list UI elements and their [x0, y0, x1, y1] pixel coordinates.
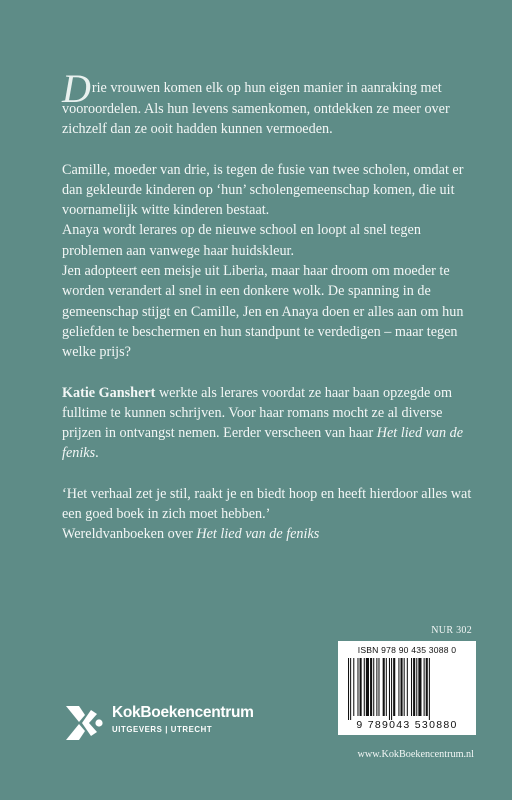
barcode-bar — [418, 658, 421, 716]
back-cover-text — [62, 66, 480, 545]
publisher-logo — [62, 700, 302, 746]
barcode-bar — [376, 658, 377, 716]
barcode-bar — [389, 658, 390, 720]
author-bio: Katie Ganshert werkte als lerares voordat ze haar baan opzegde om fulltime te kunnen schrijven. Voor haar romans mocht ze al diverse prijzen in ontvangst nemen. Eerder verscheen van haar Het lied van de feniks. — [62, 384, 464, 462]
author-name: Katie Ganshert — [62, 384, 156, 401]
barcode-bar — [353, 658, 354, 716]
barcode-bars — [348, 658, 466, 720]
review-source: Wereldvanboeken over Het lied van de feniks — [62, 526, 320, 543]
barcode-bar — [429, 658, 430, 720]
barcode-bar — [386, 658, 387, 716]
barcode-bar — [401, 658, 403, 716]
barcode-bar — [378, 658, 379, 716]
intro-paragraph: Drie vrouwen komen elk op hun eigen manier in aanraking met vooroordelen. Als hun levens samenkomen, ontdekken ze meer over zichzelf dan ze ooit hadden kunnen vermoeden. — [62, 66, 450, 138]
barcode-bar — [411, 658, 412, 716]
barcode-bar — [373, 658, 374, 716]
review-quote: ‘Het verhaal zet je stil, raakt je en biedt hoop en heeft hierdoor alles wat een goed boek in zich moet hebben.’ — [62, 485, 472, 523]
barcode-bar — [370, 658, 372, 716]
publisher-location: UITGEVERS | UTRECHT — [112, 725, 213, 734]
barcode-bar — [413, 658, 415, 716]
barcode-bar — [364, 658, 365, 716]
barcode-bar — [424, 658, 425, 716]
barcode-bar — [383, 658, 385, 716]
kok-logo-icon — [62, 702, 104, 744]
barcode-bar — [357, 658, 358, 716]
barcode-bar — [393, 658, 395, 716]
isbn-barcode — [338, 641, 476, 735]
barcode-bar — [350, 658, 351, 720]
barcode-bar — [360, 658, 362, 716]
barcode-digits: 9 789043 530880 — [356, 719, 458, 731]
barcode-bar — [416, 658, 417, 716]
previous-book-title: Het lied van de feniks — [62, 425, 464, 462]
nur-code: NUR 302 — [431, 625, 472, 636]
barcode-bar — [348, 658, 349, 720]
anaya-paragraph: Anaya wordt lerares op de nieuwe school en loopt al snel tegen problemen aan vanwege haar huidskleur. — [62, 222, 421, 259]
jen-paragraph: Jen adopteert een meisje uit Liberia, maar haar droom om moeder te worden verandert al snel in een donkere wolk. De spanning in de gemeenschap stijgt en Camille, Jen en Anaya doen er alles aan om hun geliefden te beschermen en hun standpunt te verdedigen – maar tegen welke prijs? — [62, 263, 464, 361]
barcode-bar — [391, 658, 392, 720]
barcode-bar — [366, 658, 369, 716]
camille-paragraph: Camille, moeder van drie, is tegen de fusie van twee scholen, omdat er dan gekleurde kinderen op ‘hun’ scholengemeenschap komen, die uit voornamelijk witte kinderen bestaat. — [62, 161, 464, 219]
barcode-bar — [398, 658, 399, 716]
publisher-website: www.KokBoekencentrum.nl — [357, 749, 474, 760]
isbn-label: ISBN 978 90 435 3088 0 — [357, 645, 457, 655]
barcode-bar — [407, 658, 408, 716]
barcode-bar — [426, 658, 428, 716]
drop-cap: D — [62, 66, 91, 111]
review-book-title: Het lied van de feniks — [196, 526, 320, 543]
publisher-name: KokBoekencentrum — [112, 704, 254, 721]
barcode-bar — [404, 658, 405, 716]
